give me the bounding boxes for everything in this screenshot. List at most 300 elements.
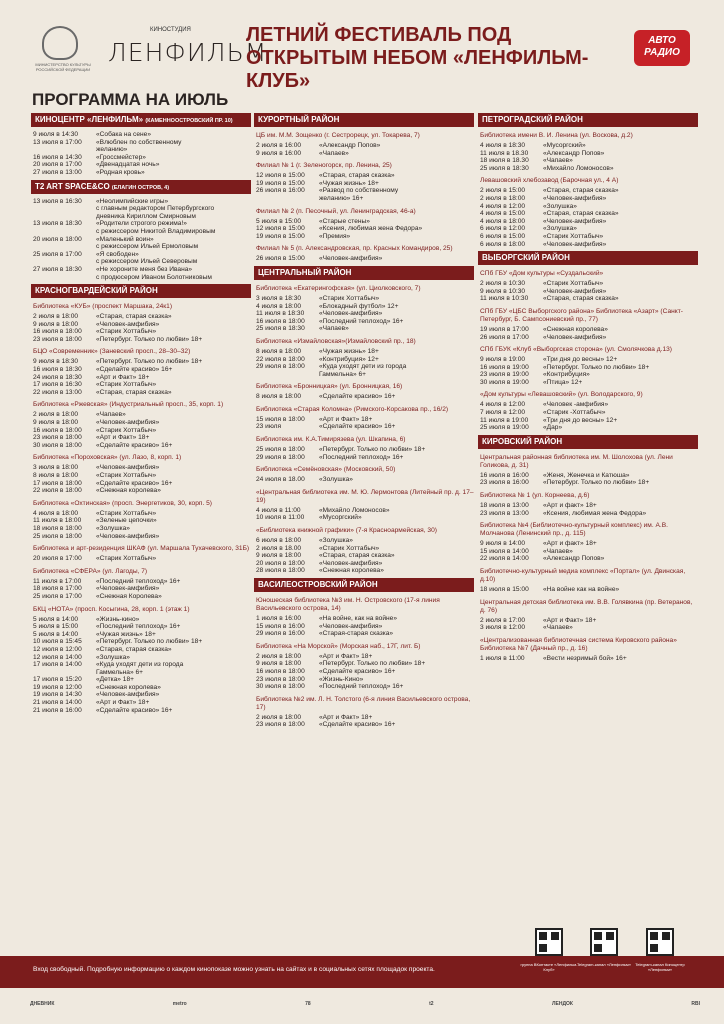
screening-row (31, 517, 251, 525)
screening-row (254, 615, 474, 623)
qr-caption: группа ВКонтакте «Ленфильм-Клуб» (520, 962, 578, 972)
venue-name: Библиотека «КУБ» (проспект Маршака, 24к1) (33, 303, 173, 311)
district-address: (КАМЕННООСТРОВСКИЙ ПР. 10) (145, 118, 233, 124)
film-title: «Человек-амфибия» (96, 532, 160, 540)
screening-row (478, 225, 698, 233)
screening-date (33, 228, 96, 236)
film-title: «Снежная королева» (96, 487, 161, 495)
screening-row (31, 389, 251, 397)
screening-row (31, 585, 251, 593)
film-title: «Мусоргский» (319, 514, 362, 522)
screening-date (33, 669, 96, 677)
film-title: «Старая, старая сказка» (96, 388, 172, 396)
screening-date: 25 июля в 17:00 (33, 250, 82, 258)
screening-date: 24 июля в 18.00 (256, 476, 305, 484)
screening-row (254, 507, 474, 515)
screening-date: 9 июля в 18:00 (33, 419, 79, 427)
screening-row (31, 161, 251, 169)
screening-date: 22 июля в 18:00 (33, 487, 82, 495)
screening-row (31, 381, 251, 389)
screening-date: 11 июля в 17:00 (33, 577, 82, 585)
film-title: «Золушка» (96, 653, 130, 661)
screening-row (254, 454, 474, 462)
qr-caption: Telegram-канал «Ленфильм» (577, 962, 631, 967)
screening-date: 11 июля в 10:30 (480, 295, 529, 303)
film-title: «Сделайте красиво» 16+ (319, 393, 396, 401)
film-title: «Сделайте красиво» 16+ (96, 706, 173, 714)
film-title: «Старик Хоттабыч» (543, 280, 604, 288)
film-title: «Старик Хоттабыч» (96, 328, 157, 336)
film-title: «Я свободен» (96, 250, 139, 258)
screening-date: 9 июля в 18:00 (256, 552, 302, 560)
district-title: КУРОРТНЫЙ РАЙОН (258, 115, 340, 124)
film-title: «Золушка» (319, 537, 353, 545)
film-title: «Куда уходят дети из города (319, 363, 407, 371)
screening-date: 23 июля в 16:00 (480, 479, 529, 487)
screening-row (31, 480, 251, 488)
venue-name: «Дом культуры «Левашовский» (ул. Володарского, 9) (480, 391, 643, 399)
film-title: «Чапаев» (319, 325, 349, 333)
screening-date: 5 июля в 14:00 (33, 615, 79, 623)
screening-row (478, 548, 698, 556)
screening-row (478, 334, 698, 342)
screening-row (254, 567, 474, 575)
film-title: «Золушка» (319, 476, 353, 484)
column-right (478, 113, 698, 662)
venue-name: Библиотека «На Морской» (Морская наб., 17Г, лит. Б) (256, 642, 421, 650)
film-title: «Старик Хоттабыч» (96, 472, 157, 479)
film-title: «Чужая жизнь» 18+ (319, 347, 379, 355)
venue-name: «Библиотека книжной графики» (7-я Красноармейская, 30) (256, 527, 437, 535)
screening-row (478, 540, 698, 548)
screening-row (478, 187, 698, 195)
screening-row (31, 154, 251, 162)
screening-row (478, 555, 698, 563)
screening-date: 20 июля в 17:00 (33, 161, 82, 169)
screening-row (254, 348, 474, 356)
screening-row (478, 502, 698, 510)
screening-row (31, 646, 251, 654)
district-header (31, 180, 251, 194)
screening-row (478, 371, 698, 379)
district-title: T2 ART SPACE&CO (35, 181, 110, 191)
screening-date: 9 июля в 14:30 (33, 131, 79, 138)
screening-date: 9 июля в 10:30 (480, 287, 526, 295)
screening-date: 16 июля в 14:30 (33, 153, 82, 161)
venue-name: Библиотека «СФЕРА» (ул. Лагоды, 7) (33, 567, 148, 575)
venue-name: Юношеская библиотека №3 им. Н. Островского (17-я линия Васильевского острова, 14) (256, 597, 440, 612)
screening-row (31, 699, 251, 707)
screening-date: 6 июля в 18:00 (480, 240, 526, 248)
screening-date: 13 июля в 18:30 (33, 220, 82, 228)
film-title: «Чужая жизнь» 18+ (319, 179, 379, 187)
screening-row (254, 683, 474, 691)
film-title: «Чапаев» (543, 624, 573, 632)
screening-date: 25 июля в 19:00 (480, 424, 529, 432)
screening-date: 22 июля в 18:00 (256, 355, 305, 363)
screening-row (254, 295, 474, 303)
film-title: «Старик Хоттабыч» (96, 426, 157, 434)
qr-caption: Telegram-канал Киноцентр «Ленфильм» (635, 962, 685, 972)
film-title: «Не хороните меня без Ивана» (96, 265, 193, 273)
screening-row (31, 525, 251, 533)
screening-row (31, 487, 251, 495)
screening-date: 23 июля в 18:00 (256, 721, 305, 729)
screening-date (33, 146, 96, 154)
film-title: «Человек -амфибия» (543, 401, 609, 409)
screening-date: 23 июля в 18:00 (256, 675, 305, 683)
district-header (254, 113, 474, 127)
screening-row (31, 676, 251, 684)
screening-date: 8 июля в 18:00 (33, 472, 79, 479)
ministry-caption: МИНИСТЕРСТВО КУЛЬТУРЫ РОССИЙСКОЙ ФЕДЕРАЦИИ (35, 62, 91, 72)
screening-date: 2 июля в 18:00 (480, 194, 526, 202)
screening-date: 1 июля в 16:00 (256, 615, 302, 622)
film-title: «Золушка» (96, 524, 130, 532)
film-title: «Сделайте красиво» 16+ (96, 441, 173, 449)
screening-row (31, 669, 251, 677)
film-title: «Ксения, любимая жена Федора» (319, 225, 423, 233)
film-title: «Петербург. Только по любви» 18+ (96, 358, 203, 366)
screening-date: 26 июля в 15:00 (256, 255, 305, 263)
screening-date: 7 июля в 12:00 (480, 409, 526, 417)
screening-row (254, 225, 474, 233)
screening-date: 18 июля в 18:00 (33, 524, 82, 532)
screening-row (31, 654, 251, 662)
film-title: «Человек-амфибия» (319, 559, 383, 567)
venue-name: Филиал № 2 (п. Песочный, ул. Ленинградская, 46-а) (256, 207, 416, 215)
screening-date: 29 июля в 18:00 (256, 453, 305, 461)
film-title: «Петербург. Только по любви» 18+ (96, 335, 203, 343)
film-title: «Зеленые цепочки» (96, 517, 157, 525)
district-title: ЦЕНТРАЛЬНЫЙ РАЙОН (258, 267, 352, 277)
film-title: «Чапаев» (543, 157, 573, 165)
venue-name: Библиотека «Старая Коломна» (Римского-Корсакова пр., 16/2) (256, 405, 449, 413)
screening-date: 13 июля в 16:30 (33, 197, 82, 205)
screening-date: 10 июля в 11:00 (256, 514, 305, 522)
emblem-icon (42, 26, 78, 60)
screening-row (254, 423, 474, 431)
screening-row (478, 210, 698, 218)
district-header (478, 251, 698, 265)
film-title: «Неолимпийские игры» (96, 197, 169, 205)
film-title: «Блокадный футбол» 12+ (319, 302, 399, 310)
screening-row (31, 593, 251, 601)
film-title: «Арт и Факт» 18+ (319, 652, 373, 660)
screening-date: 25 июля в 18:30 (256, 325, 305, 333)
film-title: «Человек-амфибия» (96, 585, 160, 593)
screening-row (254, 150, 474, 158)
film-title: «Петербург. Только по любви» 18+ (319, 660, 426, 668)
film-title: Гаммельна» 6+ (319, 370, 366, 378)
screening-date: 18 июля в 18.30 (480, 157, 529, 165)
film-title: «Александр Попов» (543, 555, 605, 563)
screening-date: 4 июля в 12:00 (480, 202, 526, 210)
film-title: «Птица» 12+ (543, 378, 583, 386)
district-title: КРАСНОГВАРДЕЙСКИЙ РАЙОН (35, 286, 158, 296)
screening-date: 25 июля в 18:00 (256, 446, 305, 454)
autoradio-logo (634, 30, 690, 66)
screening-date: 16 июля в 16:00 (480, 471, 529, 479)
sponsor-logo: RBI (691, 1001, 700, 1007)
screening-row (254, 363, 474, 371)
sponsor-logo: ДНЕВНИК (30, 1001, 55, 1007)
qr-code[interactable] (535, 928, 563, 956)
screening-date: 26 июля в 17:00 (480, 333, 529, 341)
film-title: «Петербург. Только по любви» 18+ (319, 446, 426, 454)
district-header (478, 113, 698, 127)
screening-row (31, 427, 251, 435)
district-header (254, 578, 474, 592)
venue-name: СПб ГБУК «Клуб «Выборгская сторона» (ул. Смолячкова д.13) (480, 346, 672, 354)
venue-name: СПб ГБУ «Дом культуры «Суздальский» (480, 270, 604, 278)
screening-date: 16 июля в 18:00 (256, 667, 305, 675)
screening-row (31, 131, 251, 139)
screening-row (254, 255, 474, 263)
film-title: с продюсером Иваном Болотниковым (96, 273, 212, 281)
screening-row (254, 172, 474, 180)
screening-row (31, 146, 251, 154)
district-header (254, 266, 474, 280)
title-line-2: ОТКРЫТЫМ НЕБОМ «ЛЕНФИЛЬМ-КЛУБ» (246, 47, 589, 92)
film-title: «Контрибуция» (543, 371, 590, 379)
film-title: «Старик Хоттабыч» (96, 509, 157, 517)
district-title: КИРОВСКИЙ РАЙОН (482, 436, 563, 446)
screening-row (254, 393, 474, 401)
film-title: дневника Кириллом Смирновым (96, 212, 196, 220)
venue-name: Библиотека «Ржевская» (Индустриальный просп., 35, корп. 1) (33, 401, 224, 409)
sponsor-logo: 78 (305, 1001, 311, 1007)
screening-row (478, 218, 698, 226)
venue-name: БЦО «Современник» (Заневский просп., 28–30–32) (33, 348, 191, 356)
screening-date: 11 июля в 18.30 (480, 149, 529, 157)
screening-date: 2 июля в 16:00 (256, 142, 302, 149)
screening-date: 16 июля в 19:00 (480, 363, 529, 371)
screening-date: 15 июля в 18:00 (256, 415, 305, 423)
screening-date: 12 июля в 15:00 (256, 225, 305, 233)
film-title: «Старая, старая сказка» (319, 552, 395, 560)
film-title: «Снежная королева» (96, 683, 161, 691)
film-title: «Старая, старая сказка» (543, 295, 619, 303)
screening-row (31, 616, 251, 624)
screening-row (478, 233, 698, 241)
film-title: «Гроссмейстер» (96, 153, 146, 161)
film-title: «Сделайте красиво» 16+ (319, 423, 396, 431)
screening-row (478, 479, 698, 487)
screening-row (478, 203, 698, 211)
screening-date: 29 июля в 16:00 (256, 630, 305, 638)
screening-row (478, 157, 698, 165)
screening-row (254, 668, 474, 676)
screening-row (478, 401, 698, 409)
film-title: «Петербург. Только по любви» 18+ (543, 363, 650, 371)
screening-date: 4 июля в 18:30 (480, 142, 526, 149)
screening-row (478, 424, 698, 432)
film-title: «Двенадцатая ночь» (96, 161, 160, 169)
radio-line-2: РАДИО (644, 47, 680, 58)
screening-date: 15 июля в 14:00 (480, 547, 529, 555)
qr-code[interactable] (590, 928, 618, 956)
district-header (31, 284, 251, 298)
venue-name: Филиал № 1 (г. Зеленогорск, пр. Ленина, 25) (256, 162, 392, 170)
film-title: «Жизнь-Кино» (319, 675, 364, 683)
screening-date: 8 июля в 18:00 (256, 393, 302, 401)
screening-date: 4 июля в 18:00 (480, 217, 526, 225)
film-title: «Старые стены» (319, 217, 370, 225)
district-title: ПЕТРОГРАДСКИЙ РАЙОН (482, 115, 583, 124)
screening-date: 12 июля в 14:00 (33, 653, 82, 661)
film-title: «Родная кровь» (96, 168, 145, 176)
screening-date: 30 июля в 19:00 (480, 378, 529, 386)
venue-name: Библиотека имени В. И. Ленина (ул. Воскова, д.2) (480, 132, 633, 139)
venue-name: Библиотека №4 (Библиотечно-культурный комплекс) им. А.В. Молчанова (Ленинский пр., д. 115) (480, 522, 668, 538)
film-title: «Родители строгого режима!» (96, 220, 187, 228)
qr-code[interactable] (646, 928, 674, 956)
venue-name: «Центральная библиотека им. М. Ю. Лермонтова (Литейный пр. д. 17–19) (256, 488, 474, 504)
film-title: желанию» (96, 146, 128, 154)
screening-date: 11 июля в 18:00 (33, 517, 82, 525)
screening-row (31, 169, 251, 177)
film-title: «Вести незримый бой» 16+ (543, 654, 627, 662)
screening-date: 30 июля в 18:00 (256, 683, 305, 691)
film-title: «Человек-амфибия» (543, 217, 607, 225)
screening-row (31, 411, 251, 419)
screening-row (31, 434, 251, 442)
film-title: Гаммельна» 6+ (96, 668, 143, 676)
screening-date: 16 июля в 18:00 (256, 317, 305, 325)
screening-date: 19 июля в 17:00 (480, 325, 529, 333)
screening-row (478, 195, 698, 203)
screening-date: 19 июля в 12:00 (33, 683, 82, 691)
film-title: «Сделайте красиво» 16+ (96, 366, 173, 374)
screening-row (478, 356, 698, 364)
screening-row (31, 661, 251, 669)
screening-date: 11 июля в 19:00 (480, 416, 529, 424)
screening-row (31, 510, 251, 518)
screening-row (478, 165, 698, 173)
film-title: «Детка» 18+ (96, 676, 134, 684)
film-title: «Александр Попов» (543, 149, 605, 157)
screening-date: 21 июля в 14:00 (33, 699, 82, 707)
screening-date: 19 июля в 14:30 (33, 691, 82, 699)
screening-date: 23 июля в 19:00 (480, 371, 529, 379)
screening-date: 1 июля в 11:00 (480, 654, 525, 662)
screening-date: 12 июля в 12:00 (33, 645, 82, 653)
screening-date: 13 июля в 17:00 (33, 138, 82, 146)
screening-date: 25 июля в 17:00 (33, 592, 82, 600)
film-title: «Чапаев» (319, 149, 349, 157)
screening-row (254, 310, 474, 318)
screening-date: 6 июля в 12:00 (480, 225, 526, 233)
film-title: «Снежная Королева» (96, 592, 162, 600)
screening-date: 9 июля в 18:30 (33, 358, 79, 366)
film-title: «Сделайте красиво» 16+ (319, 667, 396, 675)
film-title: «Последний теплоход» 16+ (319, 453, 404, 461)
screening-date: 2 июля в 18:00 (256, 713, 302, 721)
screening-date: 9 июля в 16:00 (256, 149, 302, 157)
screening-row (254, 233, 474, 241)
screening-date: 3 июля в 18:00 (33, 464, 79, 472)
film-title: «Премия» (319, 232, 351, 240)
film-title: «Арт и Факт» 18+ (319, 713, 373, 721)
screening-row (478, 326, 698, 334)
screening-row (478, 280, 698, 288)
film-title: «Старая, старая сказка» (543, 210, 619, 218)
film-title: «На войне, как на войне» (319, 615, 397, 622)
studio-caption: КИНОСТУДИЯ (150, 27, 191, 33)
film-title: «Контрибуция» 12+ (319, 355, 379, 363)
screening-date: 19 июля в 15:00 (256, 179, 305, 187)
screening-row (31, 243, 251, 251)
screening-date: 3 июля в 18:30 (256, 294, 302, 302)
film-title: «Снежная королева» (543, 325, 608, 333)
screening-row (478, 288, 698, 296)
screening-row (31, 623, 251, 631)
screening-date: 4 июля в 15:00 (480, 210, 526, 218)
screening-date: 17 июля в 14:00 (33, 661, 82, 669)
screening-row (478, 150, 698, 158)
venue-name: Филиал № 5 (п. Александровская, пр. Красных Командиров, 25) (256, 245, 453, 253)
screening-row (254, 303, 474, 311)
screening-date: 20 июля в 18:00 (33, 235, 82, 243)
screening-date: 20 июля в 17:00 (33, 555, 82, 563)
screening-date: 24 июля в 18:30 (33, 373, 82, 381)
film-title: «Старик Хоттабыч» (319, 294, 380, 302)
screening-row (31, 533, 251, 541)
district-title: ВЫБОРГСКИЙ РАЙОН (482, 253, 570, 263)
venue-name: Библиотека «Пороховская» (ул. Лазо, 8, корп. 1) (33, 454, 182, 462)
film-title: «Чужая жизнь» 18+ (96, 630, 156, 638)
film-title: с главным редактором Петербургского (96, 205, 215, 213)
film-title: «Человек-амфибия» (543, 240, 607, 248)
screening-row (254, 318, 474, 326)
program-heading: ПРОГРАММА НА ИЮЛЬ (32, 90, 229, 109)
film-title: «Арт и Факт» 18+ (96, 373, 150, 381)
film-title: «Человек-амфибия» (96, 419, 160, 427)
screening-row (478, 241, 698, 249)
venue-name: Библиотека «Семёновская» (Московский, 50) (256, 466, 396, 474)
film-title: «Маленький воин» (96, 235, 154, 243)
screening-row (478, 379, 698, 387)
screening-date: 5 июля в 15:00 (256, 217, 302, 225)
film-title: «Арт и Факт» 18+ (543, 616, 597, 624)
film-title: «Собака на сене» (96, 131, 151, 138)
screening-row (254, 356, 474, 364)
film-title: «Старая, старая сказка» (96, 645, 172, 653)
screening-date: 4 июля в 18:00 (256, 302, 302, 310)
film-title: «Старая-старая сказка» (319, 630, 394, 638)
film-title: «Три дня до весны» 12+ (543, 356, 618, 364)
screening-date: 5 июля в 15:00 (33, 623, 79, 631)
film-title: «Золушка» (543, 202, 577, 210)
film-title: «Петербург. Только по любви» 18+ (543, 479, 650, 487)
screening-date (33, 205, 96, 213)
screening-row (31, 358, 251, 366)
screening-row (31, 419, 251, 427)
screening-date: 17 июля в 15:20 (33, 676, 82, 684)
screening-date: 2 июля в 10:30 (480, 280, 526, 288)
sponsor-logo: metro (172, 1001, 187, 1007)
footer-text: Вход свободный. Подробную информацию о каждом кинопоказе можно узнать на сайтах и в социальных сетях площадок проекта. (33, 966, 435, 973)
sponsor-strip (30, 992, 700, 1016)
screening-row (31, 236, 251, 244)
film-title: «Михайло Ломоносов» (319, 506, 390, 514)
screening-date (33, 258, 96, 266)
screening-date: 18 июля в 13:00 (480, 502, 529, 510)
screening-row (254, 142, 474, 150)
screening-date: 23 июля в 13:00 (480, 509, 529, 517)
screening-date: 25 июля в 18:30 (480, 164, 529, 172)
